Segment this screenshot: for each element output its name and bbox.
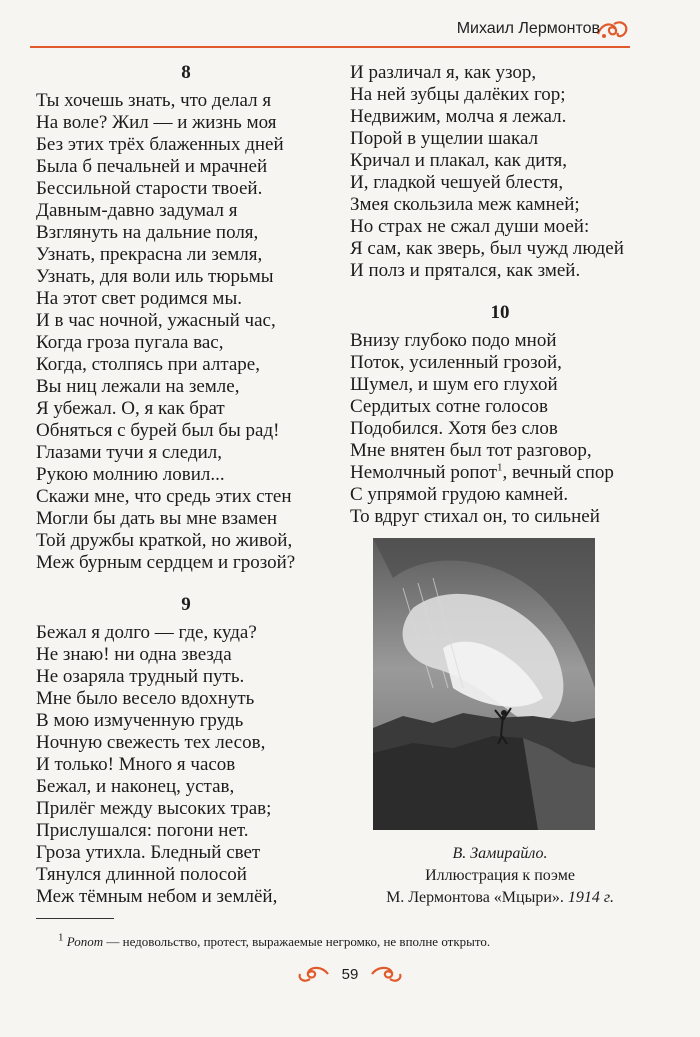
poem-line: Меж бурным сердцем и грозой? — [36, 552, 296, 573]
poem-line: Бежал я долго — где, куда? — [36, 622, 257, 643]
poem-line: Глазами тучи я следил, — [36, 442, 223, 463]
poem-line: Вы ниц лежали на земле, — [36, 376, 240, 397]
header-swirl-ornament-icon — [596, 18, 630, 42]
footnote-ref[interactable]: 1 — [497, 461, 503, 474]
poem-line: Рукою молнию ловил... — [36, 464, 225, 485]
poem-line: Порой в ущелии шакал — [350, 128, 539, 149]
poem-line: И в час ночной, ужасный час, — [36, 310, 276, 331]
poem-line: Ночную свежесть тех лесов, — [36, 732, 266, 753]
footnote — [58, 931, 491, 950]
poem-line: Кричал и плакал, как дитя, — [350, 150, 567, 171]
poem-line: Шумел, и шум его глухой — [350, 374, 558, 395]
footnote-marker: 1 — [58, 931, 64, 944]
caption-source: М. Лермонтова «Мцыри». 1914 г. — [386, 889, 614, 906]
illustration-mtsyri — [373, 538, 595, 830]
poem-text: , вечный спор — [502, 462, 614, 483]
right-column — [350, 62, 650, 528]
right-swirl-ornament-icon — [370, 963, 404, 985]
poem-line: И различал я, как узор, — [350, 62, 537, 83]
page-footer — [0, 963, 700, 985]
poem-line: На ней зубцы далёких гор; — [350, 84, 566, 105]
stanza-10 — [350, 330, 650, 528]
poem-line: Подобился. Хотя без слов — [350, 418, 558, 439]
left-swirl-ornament-icon — [296, 963, 330, 985]
poem-line: Прилёг между высоких трав; — [36, 798, 272, 819]
poem-line: Внизу глубоко подо мной — [350, 330, 557, 351]
stanza-number: 10 — [490, 302, 510, 323]
stanza-gap — [36, 574, 336, 594]
poem-line: Прислушался: погони нет. — [36, 820, 249, 841]
poem-line: Недвижим, молча я лежал. — [350, 106, 567, 127]
poem-line: Тянулся длинной полосой — [36, 864, 247, 885]
poem-line: Гроза утихла. Бледный свет — [36, 842, 261, 863]
stanza-number: 9 — [181, 594, 191, 615]
storm-mountain-illustration — [373, 538, 595, 830]
caption-artist: В. Замирайло. — [452, 845, 548, 862]
stanza-9 — [36, 622, 336, 908]
stanza-8 — [36, 90, 336, 574]
poem-line: Сердитых сотне голосов — [350, 396, 549, 417]
poem-line: Скажи мне, что средь этих стен — [36, 486, 292, 507]
stanza-9-continuation — [350, 62, 650, 282]
poem-line: Могли бы дать вы мне взамен — [36, 508, 278, 529]
poem-line: Узнать, прекрасна ли земля, — [36, 244, 263, 265]
poem-line: Взглянуть на дальние поля, — [36, 222, 259, 243]
poem-line: Без этих трёх блаженных дней — [36, 134, 284, 155]
poem-line: Не озаряла трудный путь. — [36, 666, 245, 687]
poem-line: Обняться с бурей был бы рад! — [36, 420, 280, 441]
poem-line: Меж тёмным небом и землёй, — [36, 886, 278, 907]
poem-line: И только! Много я часов — [36, 754, 236, 775]
poem-line: Бежал, и наконец, устав, — [36, 776, 235, 797]
poem-line: Той дружбы краткой, но живой, — [36, 530, 293, 551]
page-number: 59 — [341, 965, 359, 983]
running-head-author: Михаил Лермонтов — [456, 20, 600, 37]
poem-text: Немолчный ропот — [350, 462, 498, 483]
caption-year: 1914 г. — [567, 889, 614, 906]
footnote-term: Ропот — [66, 934, 104, 949]
poem-line: Бессильной старости твоей. — [36, 178, 263, 199]
poem-line: И, гладкой чешуей блестя, — [350, 172, 564, 193]
poem-line: Узнать, для воли иль тюрьмы — [36, 266, 274, 287]
poem-line: Мне было весело вдохнуть — [36, 688, 255, 709]
stanza-gap — [350, 282, 650, 302]
poem-line: Когда гроза пугала вас, — [36, 332, 224, 353]
poem-line: Мне внятен был тот разговор, — [350, 440, 592, 461]
poem-line: Не знаю! ни одна звезда — [36, 644, 232, 665]
illustration-caption — [350, 843, 650, 909]
footnote-text: — недовольство, протест, выражаемые негромко, не вполне открыто. — [103, 934, 491, 949]
poem-line-with-footnote — [350, 462, 650, 484]
poem-line: Змея скользила меж камней; — [350, 194, 580, 215]
poem-line: Я убежал. О, я как брат — [36, 398, 225, 419]
poem-line: Ты хочешь знать, что делал я — [36, 90, 272, 111]
poem-line: С упрямой грудою камней. — [350, 484, 569, 505]
poem-line: Поток, усиленный грозой, — [350, 352, 562, 373]
poem-line: Но страх не сжал души моей: — [350, 216, 590, 237]
poem-line: В мою измученную грудь — [36, 710, 244, 731]
poem-line: Я сам, как зверь, был чужд людей — [350, 238, 624, 259]
footnote-rule — [36, 918, 114, 919]
poem-line: На воле? Жил — и жизнь моя — [36, 112, 277, 133]
stanza-number: 8 — [181, 62, 191, 83]
header-rule — [30, 46, 630, 48]
poem-line: То вдруг стихал он, то сильней — [350, 506, 600, 527]
poem-line: На этот свет родимся мы. — [36, 288, 242, 309]
poem-line: Когда, столпясь при алтаре, — [36, 354, 260, 375]
left-column — [36, 62, 336, 908]
poem-line: Была б печальней и мрачней — [36, 156, 268, 177]
poem-line: И полз и прятался, как змей. — [350, 260, 581, 281]
poem-line: Давным-давно задумал я — [36, 200, 238, 221]
caption-line: Иллюстрация к поэме — [425, 867, 575, 884]
